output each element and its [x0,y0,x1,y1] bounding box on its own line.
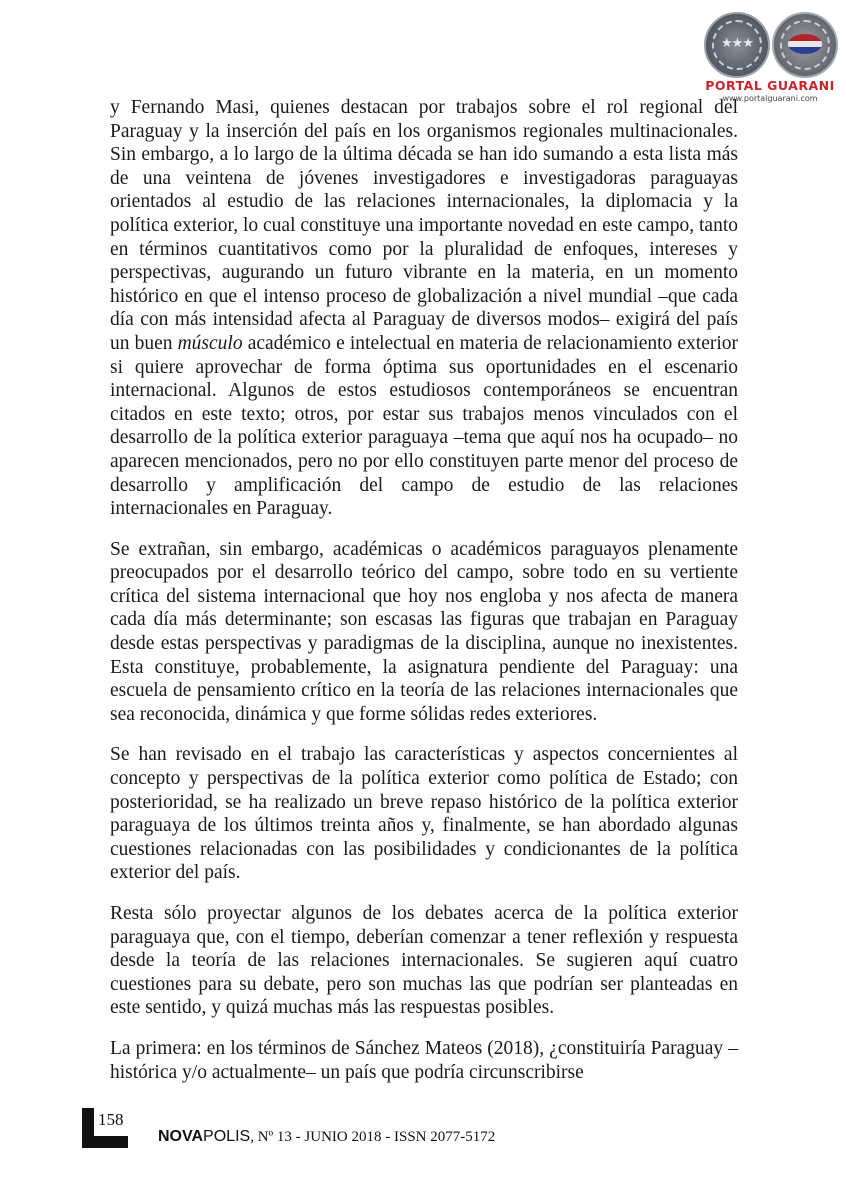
body-text [110,96,738,1101]
paragraph-4: Resta sólo proyectar algunos de los debates acerca de la política exterior paraguaya que, con el tiempo, deberían comenzar a tener reflexión y respuesta desde la teoría de las relaciones internacionales. Se sugieren aquí cuatro cuestiones para su debate, pero son muchas las que podrían ser planteadas en este sentido, y quizá muchas más las respuestas posibles. [110,903,738,1019]
paragraph-1 [110,96,738,521]
logo-title: PORTAL GUARANI [705,78,835,93]
paragraph-1-rest: académico e intelectual en materia de relacionamiento exterior si quiere aprovechar de forma óptima sus oportunidades en el escenario internacional. Algunos de estos estudiosos contemporáneos se encuentran citados en este texto; otros, por estar sus trabajos menos vinculados con el desarrollo de la política exterior paraguaya –tema que aquí nos ha ocupado– no aparecen mencionados, pero no por ello constituyen parte menor del proceso de desarrollo y amplificación del campo de estudio de las relaciones internacionales en Paraguay. [110,332,739,520]
corner-mark-horizontal [82,1136,128,1148]
issue-info: , Nº 13 - JUNIO 2018 - ISSN 2077-5172 [250,1129,496,1145]
paraguay-seal-icon [772,12,838,78]
journal-brand-rest: POLIS [203,1128,251,1145]
logo-url: www.portalguarani.com [722,94,818,103]
police-seal-icon [704,12,770,78]
seal-stars: ★★★ [721,36,753,51]
paragraph-3: Se han revisado en el trabajo las características y aspectos concernientes al concepto y perspectivas de la política exterior como política de Estado; con posterioridad, se ha realizado un breve repaso histórico de la política exterior paraguaya de los últimos treinta años y, finalmente, se han abordado algunas cuestiones relacionadas con las posibilidades y condicionantes de la política exterior del país. [110,744,738,884]
paragraph-2: Se extrañan, sin embargo, académicas o académicos paraguayos plenamente preocupados por el desarrollo teórico del campo, sobre todo en su vertiente crítica del sistema internacional que hoy nos engloba y nos afecta de manera cada día más determinante; son escasas las figuras que trabajan en Paraguay desde estas perspectivas y paradigmas de la disciplina, aunque no inexistentes. Esta constituye, probablemente, la asignatura pendiente del Paraguay: una escuela de pensamiento crítico en la teoría de las relaciones internacionales que sea reconocida, dinámica y que forme sólidas redes exteriores. [110,538,738,725]
journal-brand-bold: NOVA [158,1128,204,1145]
paragraph-5: La primera: en los términos de Sánchez Mateos (2018), ¿constituiría Paraguay –histórica y/o actualmente– un país que podría circunscribirse [110,1037,738,1083]
page-number: 158 [98,1110,124,1129]
paragraph-1-text: y Fernando Masi, quienes destacan por trabajos sobre el rol regional del Paraguay y la inserción del país en los organismos regionales multinacionales. Sin embargo, a lo largo de la última década se han ido sumando a esta lista más de una veintena de jóvenes investigadores e investigadoras paraguayas orientados al estudio de las relaciones internacionales, la diplomacia y la política exterior, lo cual constituye una importante novedad en este campo, tanto en términos cuantitativos como por la pluralidad de enfoques, intereses y perspectivas, augurando un futuro vibrante en la materia, en un momento histórico en que el intenso proceso de globalización a nivel mundial –que cada día con más intensidad afecta al Paraguay de diversos modos– exigirá del país un buen [110,97,738,354]
footer-citation [158,1128,495,1146]
portal-guarani-watermark [700,12,840,107]
flag-icon [788,34,822,54]
italic-term: músculo [177,332,243,354]
